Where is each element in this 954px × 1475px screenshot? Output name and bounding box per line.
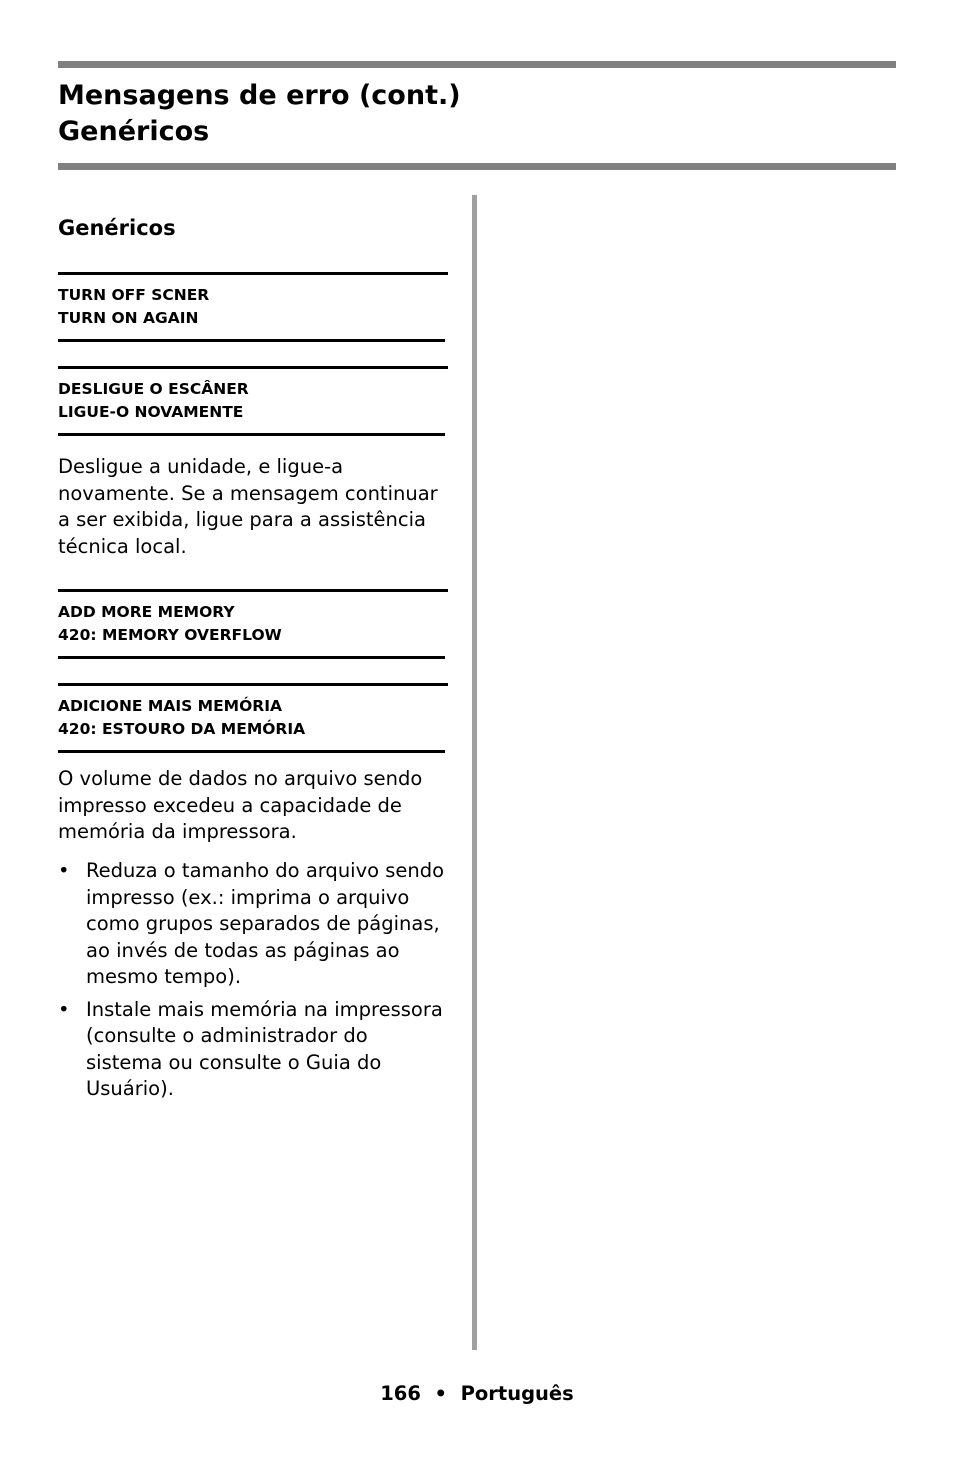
- column-divider: [472, 195, 477, 1350]
- error-message-text: [58, 369, 448, 433]
- list-item: [58, 858, 450, 991]
- list-item-text: Instale mais memória na impressora (consulte o administrador do sistema ou consulte o Guia do Usuário).: [86, 997, 443, 1100]
- left-column: [58, 210, 448, 1100]
- rule: [58, 433, 445, 436]
- error-message-line: TURN OFF SCNER: [58, 286, 210, 304]
- error-message-line: ADD MORE MEMORY: [58, 603, 235, 621]
- error-message-line: TURN ON AGAIN: [58, 309, 199, 327]
- description-paragraph: Desligue a unidade, e ligue-a novamente. Se a mensagem continuar a ser exibida, ligue para a assistência técnica local.: [58, 455, 438, 558]
- list-item: [58, 997, 450, 1103]
- error-message-line: ADICIONE MAIS MEMÓRIA: [58, 697, 282, 715]
- list-item-text: Reduza o tamanho do arquivo sendo impresso (ex.: imprima o arquivo como grupos separados de páginas, ao invés de todas as páginas ao mesmo tempo).: [86, 859, 445, 988]
- footer-separator: •: [434, 1382, 447, 1405]
- error-message-block: [58, 683, 448, 753]
- error-message-block: [58, 366, 448, 436]
- page-title-line-2: Genéricos: [58, 116, 210, 147]
- error-message-line: LIGUE-O NOVAMENTE: [58, 403, 244, 421]
- error-message-text: [58, 592, 448, 656]
- description-paragraph: O volume de dados no arquivo sendo impresso excedeu a capacidade de memória da impressora.: [58, 767, 423, 843]
- bullet-icon: •: [58, 997, 70, 1021]
- page-footer: [0, 1380, 954, 1408]
- error-message-text: [58, 686, 448, 750]
- header-rule-top: [58, 61, 896, 68]
- page-title: [58, 78, 461, 150]
- bullet-list: [58, 858, 450, 1109]
- error-message-text: [58, 275, 448, 339]
- error-message-block: [58, 589, 448, 659]
- footer-language: Português: [460, 1382, 574, 1405]
- rule: [58, 656, 445, 659]
- error-message-block: [58, 272, 448, 342]
- rule: [58, 339, 445, 342]
- page-number: 166: [380, 1382, 421, 1405]
- error-message-line: 420: ESTOURO DA MEMÓRIA: [58, 720, 306, 738]
- page-title-line-1: Mensagens de erro (cont.): [58, 80, 461, 111]
- rule: [58, 750, 445, 753]
- error-message-line: 420: MEMORY OVERFLOW: [58, 626, 282, 644]
- header-rule-bottom: [58, 163, 896, 170]
- error-message-line: DESLIGUE O ESCÂNER: [58, 380, 249, 398]
- section-heading: Genéricos: [58, 216, 176, 240]
- bullet-icon: •: [58, 859, 70, 882]
